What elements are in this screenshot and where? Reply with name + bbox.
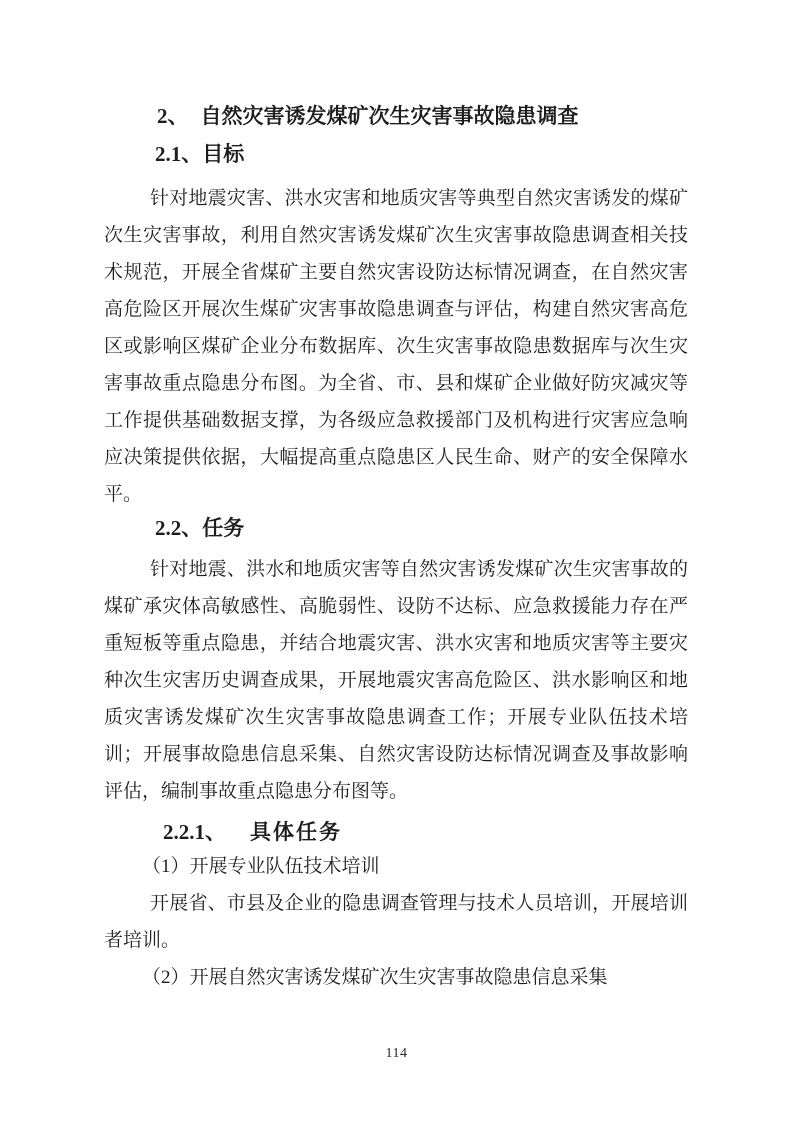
section-2-heading — [104, 101, 688, 131]
section-2-2-1-title: 具体任务 — [250, 820, 342, 844]
task-item-1-body: 开展省、市县及企业的隐患调查管理与技术人员培训，开展培训者培训。 — [104, 893, 688, 951]
task-item-2-title: （2）开展自然灾害诱发煤矿次生灾害事故隐患信息采集 — [142, 967, 608, 988]
section-2-2-paragraph: 针对地震、洪水和地质灾害等自然灾害诱发煤矿次生灾害事故的煤矿承灾体高敏感性、高脆弱性、设防不达标、应急救援能力存在严重短板等重点隐患，并结合地震灾害、洪水灾害和地质灾害等主要灾种次生灾害历史调查成果，开展地震灾害高危险区、洪水影响区和地质灾害诱发煤矿次生灾害事故隐患调查工作；开展专业队伍技术培训；开展事故隐患信息采集、自然灾害设防达标情况调查及事故影响评估，编制事故重点隐患分布图等。 — [104, 559, 688, 802]
section-2-title: 自然灾害诱发煤矿次生灾害事故隐患调查 — [200, 104, 579, 128]
section-2-1-heading: 2.1、目标 — [155, 142, 245, 166]
section-2-number: 2、 — [157, 104, 189, 128]
task-item-1-title: （1）开展专业队伍技术培训 — [142, 856, 380, 877]
section-2-2-1-number: 2.2.1、 — [163, 820, 226, 844]
section-2-1-paragraph: 针对地震灾害、洪水灾害和地质灾害等典型自然灾害诱发的煤矿次生灾害事故，利用自然灾害诱发煤矿次生灾害事故隐患调查相关技术规范，开展全省煤矿主要自然灾害设防达标情况调查，在自然灾害高危险区开展次生煤矿灾害事故隐患调查与评估，构建自然灾害高危区或影响区煤矿企业分布数据库、次生灾害事故隐患数据库与次生灾害事故重点隐患分布图。为全省、市、县和煤矿企业做好防灾减灾等工作提供基础数据支撑，为各级应急救援部门及机构进行灾害应急响应决策提供依据，大幅提高重点隐患区人民生命、财产的安全保障水平。 — [104, 188, 688, 505]
page-number: 114 — [385, 1046, 408, 1061]
section-2-2-heading: 2.2、任务 — [155, 516, 245, 540]
section-2-2-1-heading — [104, 817, 688, 847]
document-content — [104, 101, 688, 996]
